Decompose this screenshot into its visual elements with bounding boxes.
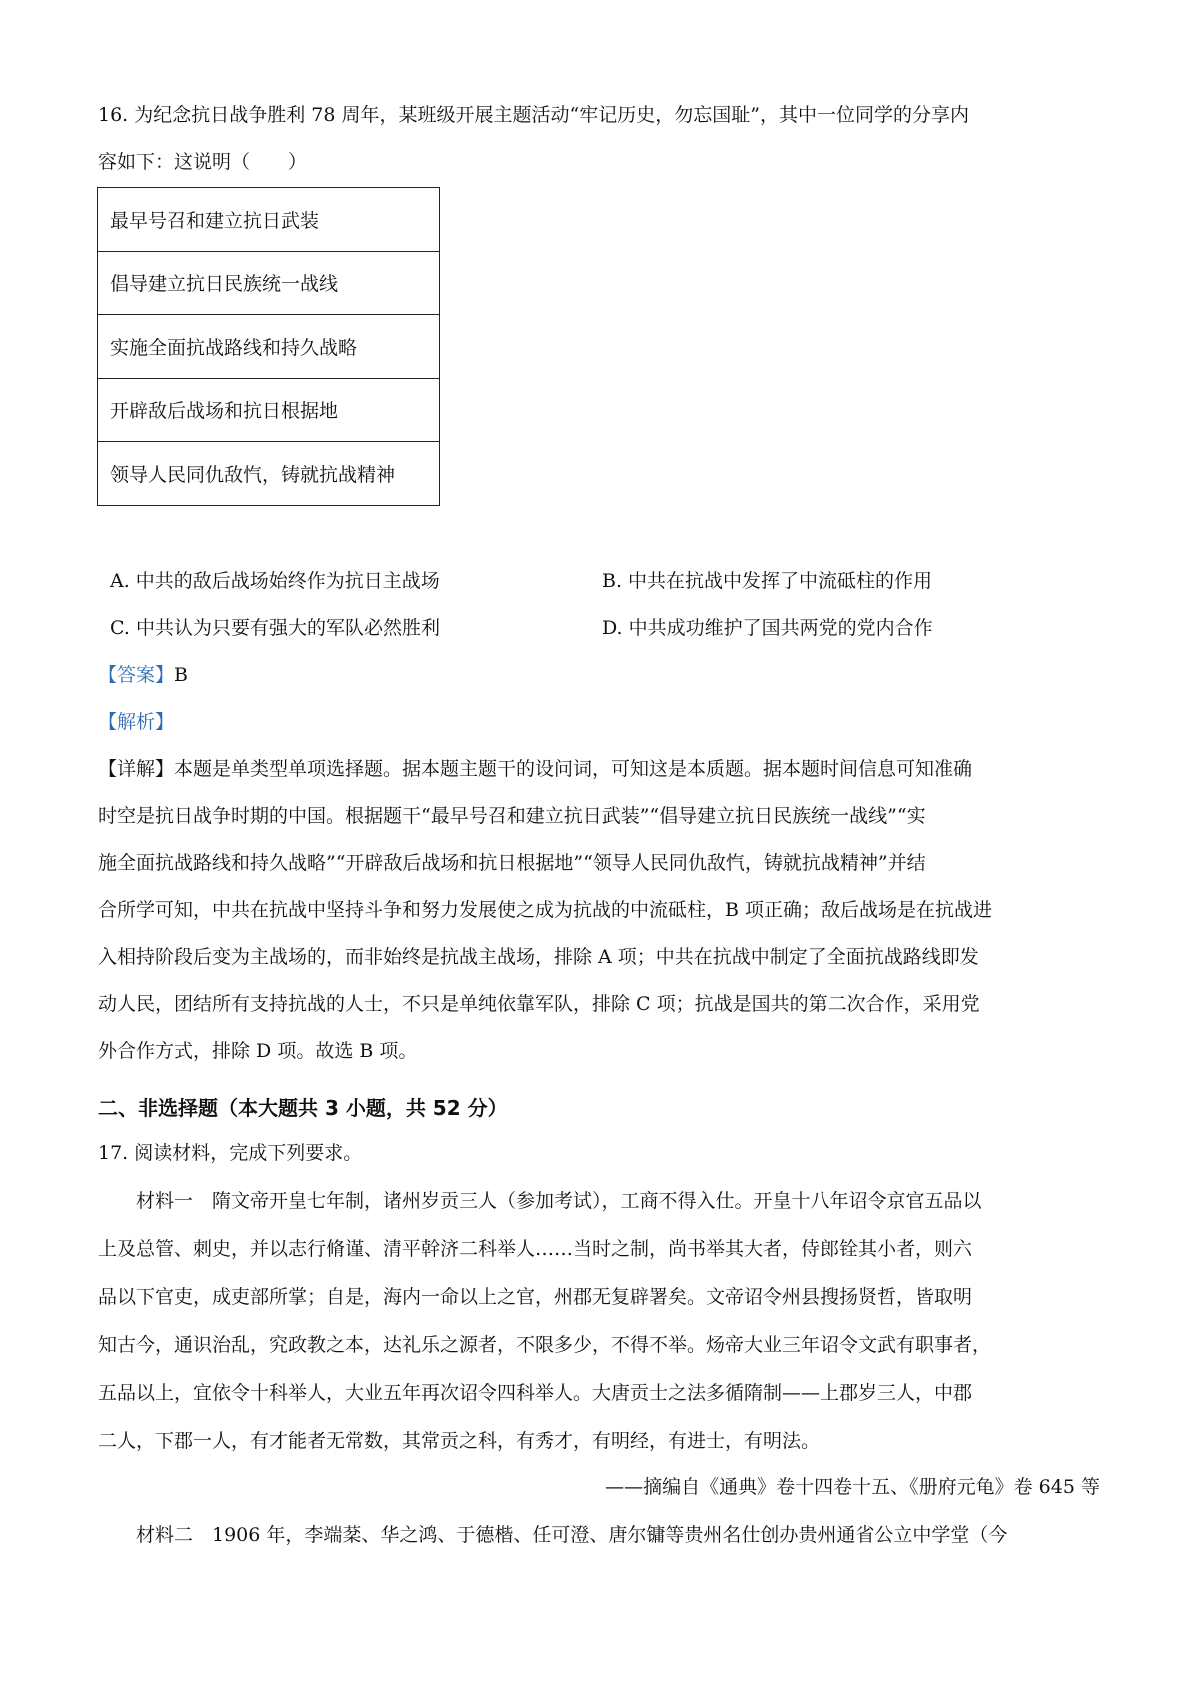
- table-row: 领导人民同仇敌忾，铸就抗战精神: [98, 442, 439, 506]
- detail-line: 入相持阶段后变为主战场的，而非始终是抗战主战场，排除 A 项；中共在抗战中制定了全面抗战路线即发: [98, 946, 979, 968]
- material-line: 二人，下郡一人，有才能者无常数，其常贡之科，有秀才，有明经，有进士，有明法。: [98, 1430, 821, 1452]
- table-row: 最早号召和建立抗日武装: [98, 188, 439, 252]
- option-c: C. 中共认为只要有强大的军队必然胜利: [110, 617, 440, 639]
- material-line: 上及总管、刺史，并以志行脩谨、清平幹济二科举人……当时之制，尚书举其大者，侍郎铨其小者，则六: [98, 1238, 973, 1260]
- q17-stem: 17. 阅读材料，完成下列要求。: [98, 1142, 363, 1164]
- answer-line: [98, 662, 188, 688]
- q16-material-table: [97, 187, 440, 506]
- table-row: 开辟敌后战场和抗日根据地: [98, 379, 439, 443]
- section-heading: 二、非选择题（本大题共 3 小题，共 52 分）: [98, 1096, 508, 1120]
- material-line: 品以下官吏，成吏部所掌；自是，海内一命以上之官，州郡无复辟署矣。文帝诏令州县搜扬贤哲，皆取明: [98, 1286, 973, 1308]
- q16-stem-line-1: 16. 为纪念抗日战争胜利 78 周年，某班级开展主题活动“牢记历史，勿忘国耻”，其中一位同学的分享内: [98, 104, 969, 126]
- analysis-tag: 【解析】: [98, 711, 175, 733]
- answer-value: B: [174, 664, 188, 686]
- material-line: 五品以上，宜依令十科举人，大业五年再次诏令四科举人。大唐贡士之法多循隋制——上郡岁三人，中郡: [98, 1382, 973, 1404]
- detail-line: 动人民，团结所有支持抗战的人士，不只是单纯依靠军队，排除 C 项；抗战是国共的第二次合作，采用党: [98, 993, 980, 1015]
- option-b: B. 中共在抗战中发挥了中流砥柱的作用: [602, 570, 933, 592]
- q16-stem-line-2: 容如下：这说明（ ）: [98, 151, 308, 173]
- option-d: D. 中共成功维护了国共两党的党内合作: [602, 617, 933, 639]
- detail-line: 施全面抗战路线和持久战略”“开辟敌后战场和抗日根据地”“领导人民同仇敌忾，铸就抗战精神”并结: [98, 852, 926, 874]
- detail-line: 合所学可知，中共在抗战中坚持斗争和努力发展使之成为抗战的中流砥柱，B 项正确；敌后战场是在抗战进: [98, 899, 993, 921]
- detail-line: 外合作方式，排除 D 项。故选 B 项。: [98, 1040, 418, 1062]
- table-row: 实施全面抗战路线和持久战略: [98, 315, 439, 379]
- table-row: 倡导建立抗日民族统一战线: [98, 252, 439, 316]
- material-line: 材料二 1906 年，李端棻、华之鸿、于德楷、任可澄、唐尔镛等贵州名仕创办贵州通省公立中学堂（今: [98, 1524, 1008, 1546]
- material-line: 知古今，通识治乱，究政教之本，达礼乐之源者，不限多少，不得不举。炀帝大业三年诏令文武有职事者，: [98, 1334, 992, 1356]
- detail-line: 【详解】本题是单类型单项选择题。据本题主题干的设问词，可知这是本质题。据本题时间信息可知准确: [98, 758, 973, 780]
- material-line: 材料一 隋文帝开皇七年制，诸州岁贡三人（参加考试），工商不得入仕。开皇十八年诏令京官五品以: [98, 1190, 982, 1212]
- material-source: ——摘编自《通典》卷十四卷十五、《册府元龟》卷 645 等: [605, 1476, 1100, 1498]
- answer-tag: 【答案】: [98, 664, 175, 686]
- option-a: A. 中共的敌后战场始终作为抗日主战场: [110, 570, 440, 592]
- detail-line: 时空是抗日战争时期的中国。根据题干“最早号召和建立抗日武装”“倡导建立抗日民族统一战线”“实: [98, 805, 926, 827]
